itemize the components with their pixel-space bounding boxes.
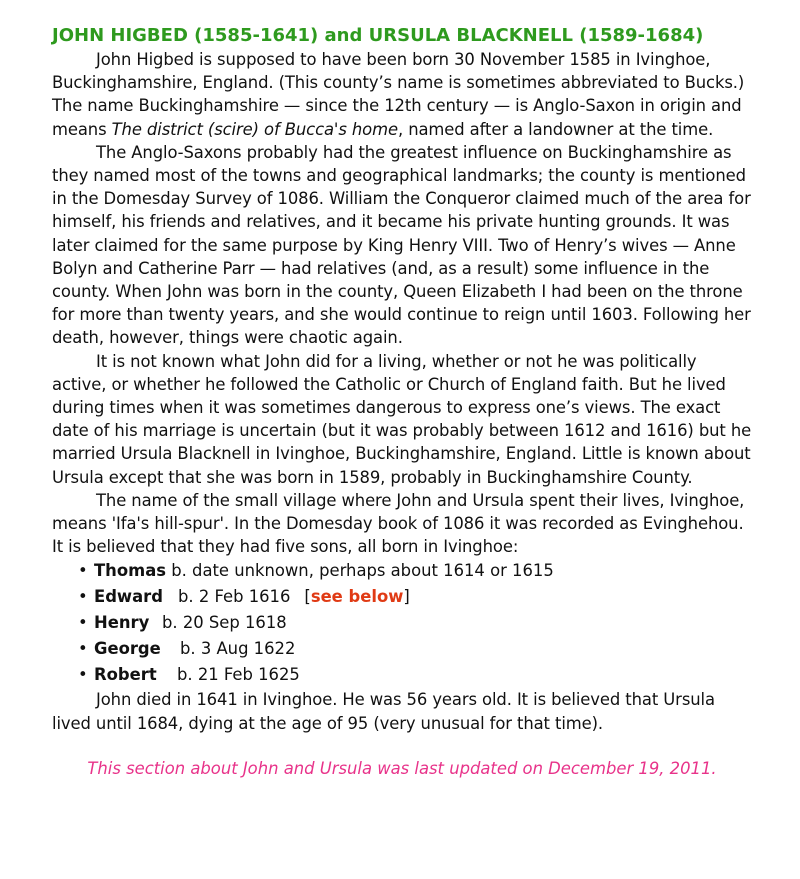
son-name: Edward: [94, 587, 163, 607]
son-detail: b. date unknown, perhaps about 1614 or 1615: [166, 561, 554, 581]
list-item: [78, 584, 752, 610]
son-detail: b. 21 Feb 1625: [177, 665, 300, 685]
son-name: Henry: [94, 613, 150, 633]
county-meaning: The district (scire) of Bucca's home: [111, 119, 398, 139]
bullet-icon: •: [78, 587, 88, 607]
list-item: [78, 636, 752, 662]
article: [52, 24, 752, 778]
son-name: Robert: [94, 665, 157, 685]
son-detail: b. 3 Aug 1622: [180, 639, 296, 659]
son-detail: b. 20 Sep 1618: [162, 613, 287, 633]
son-name: George: [94, 639, 161, 659]
bullet-icon: •: [78, 665, 88, 685]
see-below-link[interactable]: see below: [310, 587, 404, 607]
paragraph-death: John died in 1641 in Ivinghoe. He was 56 years old. It is believed that Ursula lived until 1684, dying at the age of 95 (very unusual for that time).: [52, 690, 715, 733]
son-detail: b. 2 Feb 1616: [178, 587, 291, 607]
paragraph-birth-text: John Higbed is supposed to have been born 30 November 1585 in Ivinghoe, Buckinghamshire, England. (This county’s name is sometimes abbreviated to Bucks.) The name Buckinghamshire — since the 12th century — is Anglo-Saxon in origin and means: [52, 50, 745, 139]
bullet-icon: •: [78, 639, 88, 659]
paragraph-birth-tail: , named after a landowner at the time.: [397, 119, 714, 139]
section-heading: JOHN HIGBED (1585-1641) and URSULA BLACKNELL (1589-1684): [52, 25, 704, 46]
paragraph-marriage: It is not known what John did for a living, whether or not he was politically active, or whether he followed the Catholic or Church of England faith. But he lived during times when it was sometimes dangerous to express one’s views. The exact date of his marriage is uncertain (but it was probably between 1612 and 1616) but he married Ursula Blacknell in Ivinghoe, Buckinghamshire, England. Little is known about Ursula except that she was born in 1589, probably in Buckinghamshire County.: [52, 351, 752, 487]
paragraph-birth: [52, 48, 752, 141]
list-item: [78, 662, 752, 688]
last-updated-note: This section about John and Ursula was last updated on December 19, 2011.: [87, 758, 717, 778]
sons-list: [52, 558, 752, 688]
bullet-icon: •: [78, 561, 88, 581]
link-bracket-close: ]: [403, 587, 410, 607]
paragraph-village: The name of the small village where John and Ursula spent their lives, Ivinghoe, means 'Ifa's hill-spur'. In the Domesday book of 1086 it was recorded as Evinghehou. It is believed that they had five sons, all born in Ivinghoe:: [52, 490, 745, 557]
list-item: [78, 610, 752, 636]
bullet-icon: •: [78, 613, 88, 633]
son-name: Thomas: [94, 561, 167, 581]
link-bracket-open: [: [304, 587, 311, 607]
list-item: [78, 558, 752, 584]
paragraph-history: The Anglo-Saxons probably had the greatest influence on Buckinghamshire as they named most of the towns and geographical landmarks; the county is mentioned in the Domesday Survey of 1086. William the Conqueror claimed much of the area for himself, his friends and relatives, and it became his private hunting grounds. It was later claimed for the same purpose by King Henry VIII. Two of Henry’s wives — Anne Bolyn and Catherine Parr — had relatives (and, as a result) some influence in the county. When John was born in the county, Queen Elizabeth I had been on the throne for more than twenty years, and she would continue to reign until 1603. Following her death, however, things were chaotic again.: [52, 142, 751, 348]
